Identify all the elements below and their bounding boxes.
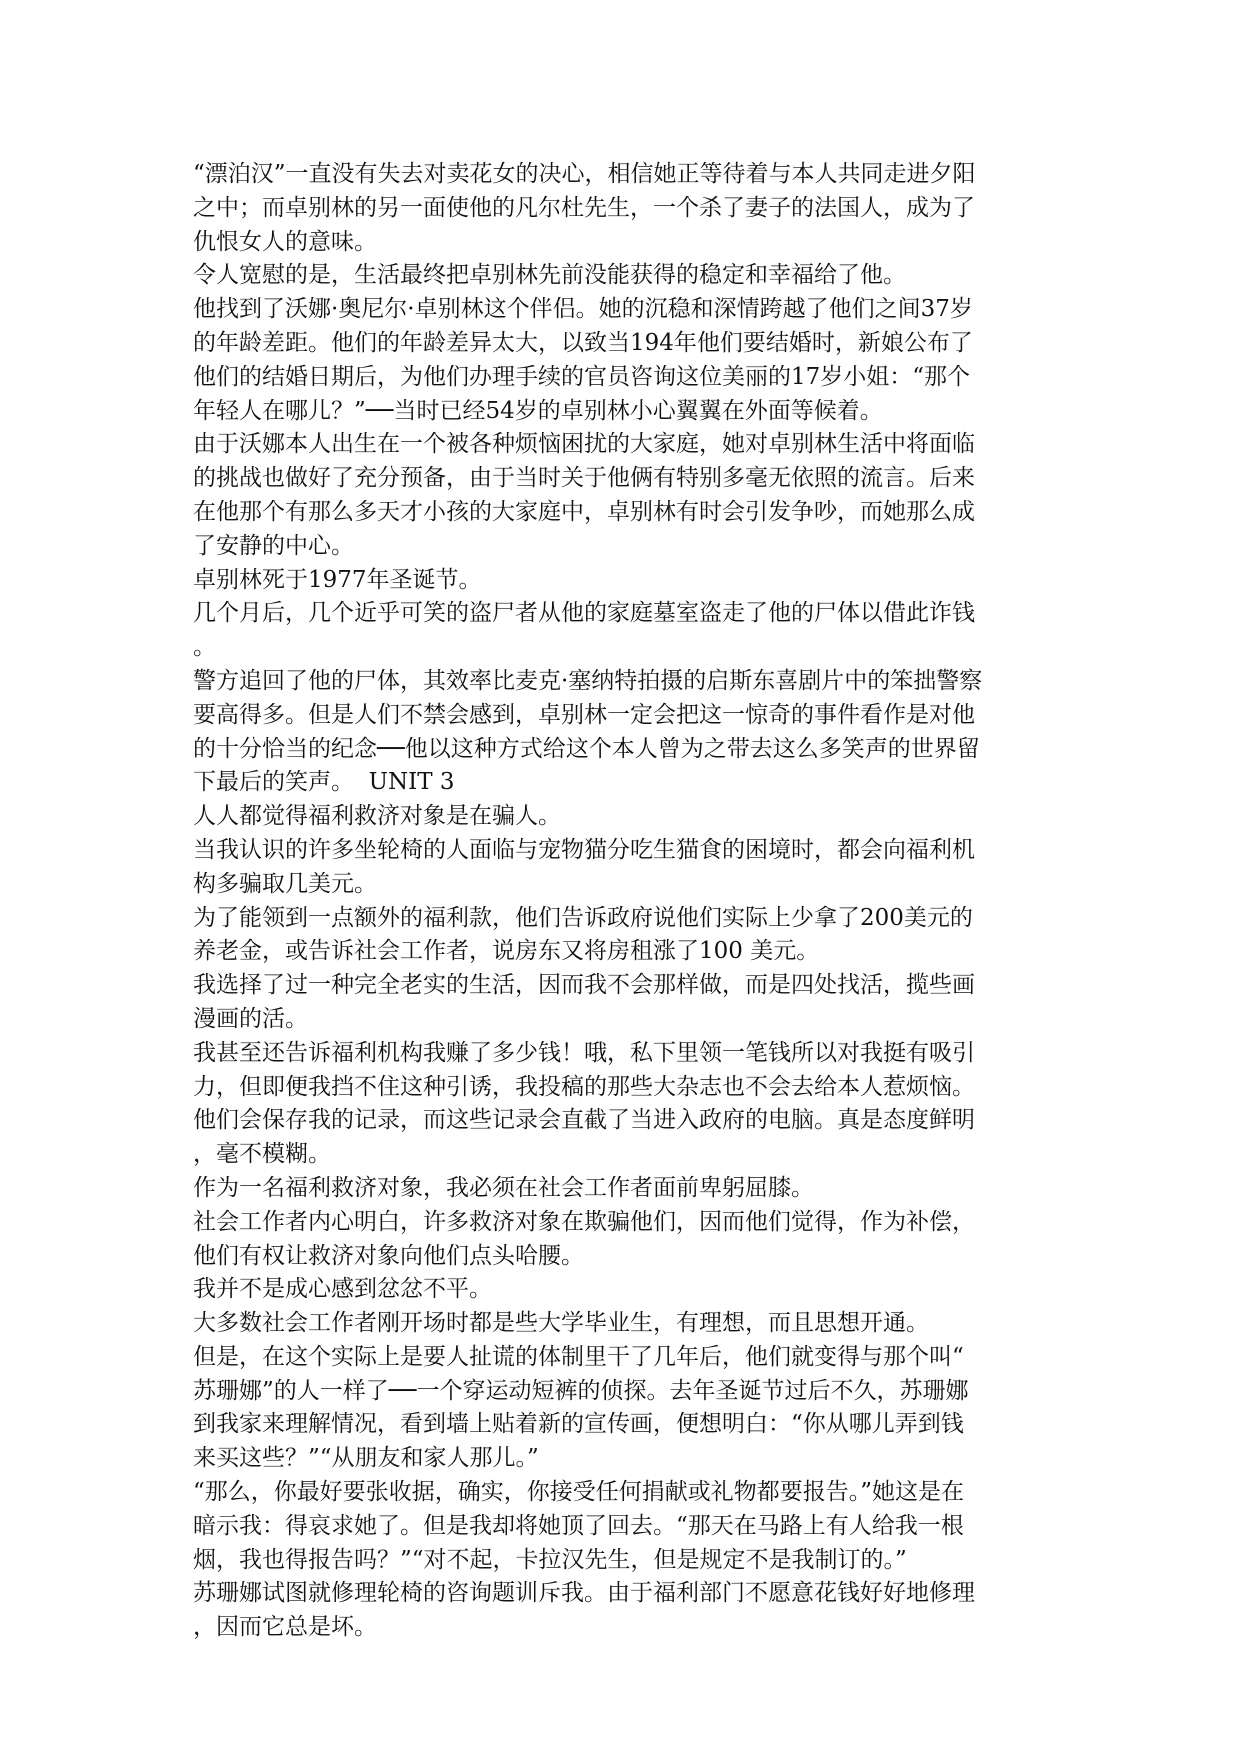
text-line: 下最后的笑声。 UNIT 3 bbox=[193, 769, 455, 796]
text-line: 来买这些？”“从朋友和家人那儿。” bbox=[193, 1445, 539, 1472]
text-line: 他们会保存我的记录，而这些记录会直截了当进入政府的电脑。真是态度鲜明 bbox=[193, 1107, 975, 1134]
text-line: 令人宽慰的是，生活最终把卓别林先前没能获得的稳定和幸福给了他。 bbox=[193, 262, 906, 289]
text-line: 我并不是成心感到忿忿不平。 bbox=[193, 1276, 492, 1303]
text-line: 但是，在这个实际上是要人扯谎的体制里干了几年后，他们就变得与那个叫“ bbox=[193, 1343, 964, 1370]
text-line: 我甚至还告诉福利机构我赚了多少钱！哦，私下里领一笔钱所以对我挺有吸引 bbox=[193, 1039, 975, 1066]
text-line: 作为一名福利救济对象，我必须在社会工作者面前卑躬屈膝。 bbox=[193, 1174, 814, 1201]
text-line: 几个月后，几个近乎可笑的盗尸者从他的家庭墓室盗走了他的尸体以借此诈钱 bbox=[193, 600, 975, 627]
text-line: 。 bbox=[193, 634, 216, 661]
text-line: 的年龄差距。他们的年龄差异太大，以致当194年他们要结婚时，新娘公布了 bbox=[193, 329, 973, 356]
text-line: 我选择了过一种完全老实的生活，因而我不会那样做，而是四处找活，揽些画 bbox=[193, 972, 975, 999]
text-line: 警方追回了他的尸体，其效率比麦克·塞纳特拍摄的启斯东喜剧片中的笨拙警察 bbox=[193, 667, 983, 694]
text-line: 到我家来理解情况，看到墙上贴着新的宣传画，便想明白：“你从哪儿弄到钱 bbox=[193, 1411, 964, 1438]
text-line: 构多骗取几美元。 bbox=[193, 870, 377, 897]
text-line: 卓别林死于1977年圣诞节。 bbox=[193, 566, 482, 593]
text-line: 大多数社会工作者刚开场时都是些大学毕业生，有理想，而且思想开通。 bbox=[193, 1310, 929, 1337]
text-line: 他们有权让救济对象向他们点头哈腰。 bbox=[193, 1242, 584, 1269]
text-line: 苏珊娜”的人一样了──一个穿运动短裤的侦探。去年圣诞节过后不久，苏珊娜 bbox=[193, 1377, 969, 1404]
text-line: 为了能领到一点额外的福利款，他们告诉政府说他们实际上少拿了200美元的 bbox=[193, 904, 973, 931]
text-line: 漫画的活。 bbox=[193, 1005, 308, 1032]
text-line: 社会工作者内心明白，许多救济对象在欺骗他们，因而他们觉得，作为补偿， bbox=[193, 1208, 975, 1235]
text-line: 的十分恰当的纪念──他以这种方式给这个本人曾为之带去这么多笑声的世界留 bbox=[193, 735, 980, 762]
text-line: 在他那个有那么多天才小孩的大家庭中，卓别林有时会引发争吵，而她那么成 bbox=[193, 498, 975, 525]
text-line: 之中；而卓别林的另一面使他的凡尔杜先生，一个杀了妻子的法国人，成为了 bbox=[193, 194, 975, 221]
text-line: 的挑战也做好了充分预备，由于当时关于他俩有特别多毫无依照的流言。后来 bbox=[193, 465, 975, 492]
text-line: 力，但即便我挡不住这种引诱，我投稿的那些大杂志也不会去给本人惹烦恼。 bbox=[193, 1073, 975, 1100]
text-line: 由于沃娜本人出生在一个被各种烦恼困扰的大家庭，她对卓别林生活中将面临 bbox=[193, 431, 975, 458]
text-line: 苏珊娜试图就修理轮椅的咨询题训斥我。由于福利部门不愿意花钱好好地修理 bbox=[193, 1580, 975, 1607]
text-line: 养老金，或告诉社会工作者，说房东又将房租涨了100 美元。 bbox=[193, 938, 820, 965]
document-body bbox=[193, 158, 1053, 1645]
text-line: 了安静的中心。 bbox=[193, 532, 354, 559]
text-line: “漂泊汉”一直没有失去对卖花女的决心，相信她正等待着与本人共同走进夕阳 bbox=[193, 161, 976, 187]
text-line: 人人都觉得福利救济对象是在骗人。 bbox=[193, 803, 561, 830]
text-line: 当我认识的许多坐轮椅的人面临与宠物猫分吃生猫食的困境时，都会向福利机 bbox=[193, 836, 975, 863]
text-line: 暗示我：得哀求她了。但是我却将她顶了回去。“那天在马路上有人给我一根 bbox=[193, 1512, 964, 1539]
text-line: 烟，我也得报告吗？”“对不起，卡拉汉先生，但是规定不是我制订的。” bbox=[193, 1546, 907, 1573]
text-line: 他们的结婚日期后，为他们办理手续的官员咨询这位美丽的17岁小姐：“那个 bbox=[193, 363, 971, 390]
text-line: “那么，你最好要张收据，确实，你接受任何捐献或礼物都要报告。”她这是在 bbox=[193, 1479, 965, 1506]
text-line: 要高得多。但是人们不禁会感到，卓别林一定会把这一惊奇的事件看作是对他 bbox=[193, 701, 975, 728]
text-line: ，因而它总是坏。 bbox=[193, 1614, 377, 1641]
text-line: ，毫不模糊。 bbox=[193, 1141, 331, 1168]
text-line: 年轻人在哪儿？”──当时已经54岁的卓别林小心翼翼在外面等候着。 bbox=[193, 397, 883, 424]
text-line: 仇恨女人的意味。 bbox=[193, 228, 377, 255]
text-line: 他找到了沃娜·奥尼尔·卓别林这个伴侣。她的沉稳和深情跨越了他们之间37岁 bbox=[193, 296, 973, 323]
